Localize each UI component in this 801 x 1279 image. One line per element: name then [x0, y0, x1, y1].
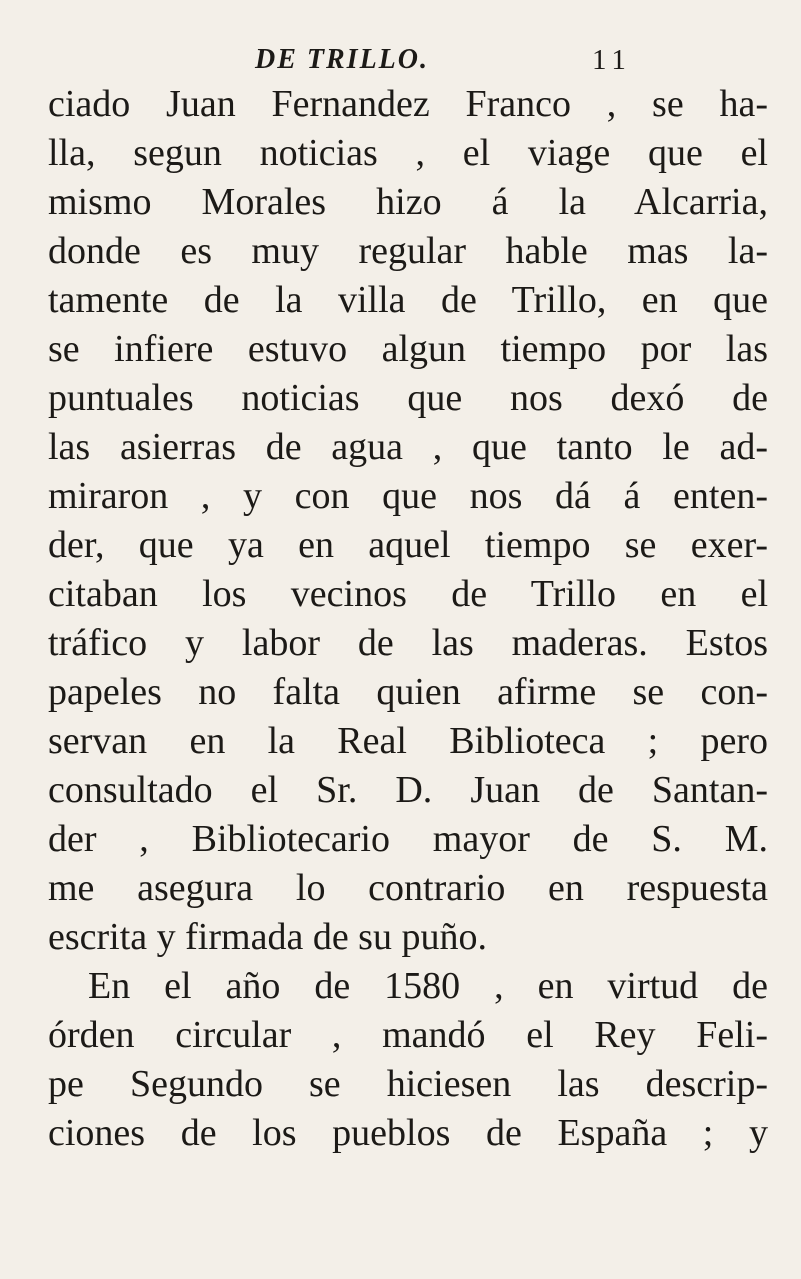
text-line: ciones de los pueblos de España ; y: [48, 1112, 768, 1154]
text-line: mismo Morales hizo á la Alcarria,: [48, 181, 768, 223]
text-line: donde es muy regular hable mas la-: [48, 230, 768, 272]
text-line: órden circular , mandó el Rey Feli-: [48, 1014, 768, 1056]
running-head: DE TRILLO.: [255, 44, 429, 75]
text-line: lla, segun noticias , el viage que el: [48, 132, 768, 174]
text-line: tráfico y labor de las maderas. Estos: [48, 622, 768, 664]
body-text: [48, 80, 768, 1158]
text-line: consultado el Sr. D. Juan de Santan-: [48, 769, 768, 811]
text-line: citaban los vecinos de Trillo en el: [48, 573, 768, 615]
text-line: En el año de 1580 , en virtud de: [88, 965, 768, 1007]
text-line: pe Segundo se hiciesen las descrip-: [48, 1063, 768, 1105]
text-line: miraron , y con que nos dá á enten-: [48, 475, 768, 517]
text-line: las asierras de agua , que tanto le ad-: [48, 426, 768, 468]
text-line: ciado Juan Fernandez Franco , se ha-: [48, 83, 768, 125]
text-line: papeles no falta quien afirme se con-: [48, 671, 768, 713]
text-line: escrita y firmada de su puño.: [48, 916, 487, 958]
text-line: me asegura lo contrario en respuesta: [48, 867, 768, 909]
text-line: tamente de la villa de Trillo, en que: [48, 279, 768, 321]
text-line: der, que ya en aquel tiempo se exer-: [48, 524, 768, 566]
text-line: servan en la Real Biblioteca ; pero: [48, 720, 768, 762]
text-line: der , Bibliotecario mayor de S. M.: [48, 818, 768, 860]
text-line: se infiere estuvo algun tiempo por las: [48, 328, 768, 370]
page-number: 11: [592, 44, 632, 76]
text-line: puntuales noticias que nos dexó de: [48, 377, 768, 419]
